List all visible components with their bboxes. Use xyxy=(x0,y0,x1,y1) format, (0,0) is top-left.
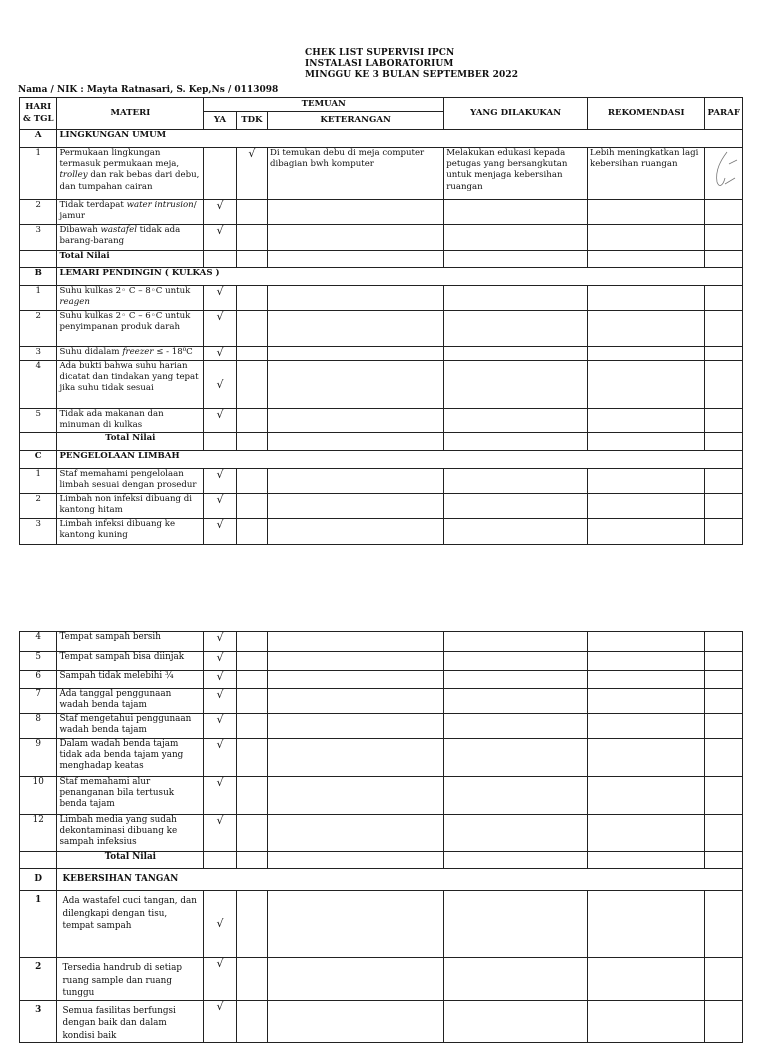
row-paraf xyxy=(705,148,743,200)
row-number: 5 xyxy=(20,409,57,433)
document-header xyxy=(305,48,518,81)
header-title: CHEK LIST SUPERVISI IPCN xyxy=(305,48,455,58)
row-materi: Semua fasilitas berfungsi dengan baik dan dalam kondisi baik xyxy=(57,1000,204,1043)
row-dilakukan: Melakukan edukasi kepada petugas yang bersangkutan untuk menjaga kebersihan ruangan xyxy=(444,148,588,200)
row-number: 2 xyxy=(20,200,57,225)
table-row xyxy=(20,311,743,347)
col-materi: MATERI xyxy=(57,98,204,130)
row-number: 3 xyxy=(20,225,57,251)
table-row xyxy=(20,225,743,251)
table-row xyxy=(20,494,743,519)
col-hari: HARI & TGL xyxy=(20,98,57,130)
row-materi: Limbah infeksi dibuang ke kantong kuning xyxy=(57,519,204,545)
row-materi: Ada bukti bahwa suhu harian dicatat dan tindakan yang tepat jika suhu tidak sesuai xyxy=(57,361,204,409)
row-number: 4 xyxy=(20,361,57,409)
col-tdk: TDK xyxy=(236,112,267,130)
table-row xyxy=(20,148,743,200)
row-number: 6 xyxy=(20,671,57,689)
row-materi: Limbah media yang sudah dekontaminasi dibuang ke sampah infeksius xyxy=(57,815,204,852)
section-code: B xyxy=(20,268,57,286)
check-ya: √ xyxy=(204,1000,236,1043)
row-materi: Suhu kulkas 2◦ C – 8◦C untuk reagen xyxy=(57,286,204,311)
table-row xyxy=(20,1000,743,1043)
inspector-name: Nama / NIK : Mayta Ratnasari, S. Kep,Ns / 0113098 xyxy=(18,85,279,95)
table-row xyxy=(20,286,743,311)
table-row xyxy=(20,652,743,671)
row-rekomendasi: Lebih meningkatkan lagi kebersihan ruangan xyxy=(588,148,705,200)
checklist-table-page1 xyxy=(19,97,743,545)
table-row xyxy=(20,714,743,739)
row-number: 1 xyxy=(20,469,57,494)
table-row xyxy=(20,347,743,361)
check-ya: √ xyxy=(204,671,236,689)
check-tdk: √ xyxy=(236,148,267,200)
table-row xyxy=(20,777,743,815)
table-row xyxy=(20,469,743,494)
header-unit: INSTALASI LABORATORIUM xyxy=(305,59,454,69)
check-ya: √ xyxy=(204,891,236,958)
check-ya: √ xyxy=(204,815,236,852)
check-ya xyxy=(204,148,236,200)
total-row xyxy=(20,433,743,451)
row-materi: Ada tanggal penggunaan wadah benda tajam xyxy=(57,689,204,714)
table-row xyxy=(20,815,743,852)
section-code: C xyxy=(20,451,57,469)
section-title: LEMARI PENDINGIN ( KULKAS ) xyxy=(57,268,743,286)
row-materi: Suhu didalam freezer ≤ - 18⁰C xyxy=(57,347,204,361)
row-materi: Tidak ada makanan dan minuman di kulkas xyxy=(57,409,204,433)
row-materi: Suhu kulkas 2◦ C – 6◦C untuk penyimpanan produk darah xyxy=(57,311,204,347)
row-materi: Staf memahami alur penanganan bila tertusuk benda tajam xyxy=(57,777,204,815)
check-ya: √ xyxy=(204,286,236,311)
row-number: 2 xyxy=(20,958,57,1001)
row-number: 8 xyxy=(20,714,57,739)
signature-mark xyxy=(707,148,741,194)
row-materi: Permukaan lingkungan termasuk permukaan meja, trolley dan rak bebas dari debu, dan tumpahan cairan xyxy=(57,148,204,200)
check-ya: √ xyxy=(204,714,236,739)
row-number: 2 xyxy=(20,311,57,347)
row-number: 4 xyxy=(20,632,57,652)
total-label: Total Nilai xyxy=(57,433,204,451)
header-period: MINGGU KE 3 BULAN SEPTEMBER 2022 xyxy=(305,70,519,80)
col-rekomendasi: REKOMENDASI xyxy=(588,98,705,130)
row-materi: Tempat sampah bersih xyxy=(57,632,204,652)
check-ya: √ xyxy=(204,225,236,251)
check-ya: √ xyxy=(204,409,236,433)
table-row xyxy=(20,739,743,777)
row-materi: Sampah tidak melebihi ¾ xyxy=(57,671,204,689)
check-ya: √ xyxy=(204,777,236,815)
row-number: 7 xyxy=(20,689,57,714)
check-ya: √ xyxy=(204,361,236,409)
check-ya: √ xyxy=(204,958,236,1001)
total-row xyxy=(20,852,743,869)
row-number: 5 xyxy=(20,652,57,671)
check-ya: √ xyxy=(204,739,236,777)
check-ya: √ xyxy=(204,494,236,519)
row-number: 2 xyxy=(20,494,57,519)
row-materi: Tersedia handrub di setiap ruang sample dan ruang tunggu xyxy=(57,958,204,1001)
table-row xyxy=(20,200,743,225)
table-row xyxy=(20,891,743,958)
section-row xyxy=(20,451,743,469)
row-materi: Dibawah wastafel tidak ada barang-barang xyxy=(57,225,204,251)
row-materi: Staf mengetahui penggunaan wadah benda tajam xyxy=(57,714,204,739)
row-materi: Tidak terdapat water intrusion/ jamur xyxy=(57,200,204,225)
row-number: 1 xyxy=(20,148,57,200)
check-ya: √ xyxy=(204,347,236,361)
row-number: 12 xyxy=(20,815,57,852)
check-ya: √ xyxy=(204,311,236,347)
section-row xyxy=(20,268,743,286)
col-keterangan: KETERANGAN xyxy=(268,112,444,130)
row-number: 3 xyxy=(20,519,57,545)
row-materi: Ada wastafel cuci tangan, dan dilengkapi dengan tisu, tempat sampah xyxy=(57,891,204,958)
check-ya: √ xyxy=(204,200,236,225)
check-ya: √ xyxy=(204,519,236,545)
table-row xyxy=(20,671,743,689)
row-number: 3 xyxy=(20,347,57,361)
col-ya: YA xyxy=(204,112,236,130)
checklist-table-page2 xyxy=(19,631,743,1043)
col-paraf: PARAF xyxy=(705,98,743,130)
table-row xyxy=(20,958,743,1001)
total-label: Total Nilai xyxy=(57,852,204,869)
table-row xyxy=(20,689,743,714)
section-title: PENGELOLAAN LIMBAH xyxy=(57,451,743,469)
check-ya: √ xyxy=(204,469,236,494)
row-materi: Limbah non infeksi dibuang di kantong hitam xyxy=(57,494,204,519)
row-keterangan: Di temukan debu di meja computer dibagian bwh komputer xyxy=(268,148,444,200)
row-materi: Staf memahami pengelolaan limbah sesuai dengan prosedur xyxy=(57,469,204,494)
col-temuan: TEMUAN xyxy=(204,98,444,112)
row-number: 10 xyxy=(20,777,57,815)
table-row xyxy=(20,409,743,433)
table-row xyxy=(20,361,743,409)
section-title: LINGKUNGAN UMUM xyxy=(57,130,743,148)
row-number: 1 xyxy=(20,286,57,311)
total-row xyxy=(20,251,743,268)
check-ya: √ xyxy=(204,652,236,671)
check-ya: √ xyxy=(204,632,236,652)
row-number: 3 xyxy=(20,1000,57,1043)
section-title: KEBERSIHAN TANGAN xyxy=(57,869,743,891)
row-materi: Dalam wadah benda tajam tidak ada benda tajam yang menghadap keatas xyxy=(57,739,204,777)
check-ya: √ xyxy=(204,689,236,714)
table-row xyxy=(20,519,743,545)
section-row xyxy=(20,869,743,891)
section-code: D xyxy=(20,869,57,891)
row-number: 9 xyxy=(20,739,57,777)
total-label: Total Nilai xyxy=(57,251,204,268)
section-row xyxy=(20,130,743,148)
row-number: 1 xyxy=(20,891,57,958)
row-materi: Tempat sampah bisa diinjak xyxy=(57,652,204,671)
table-row xyxy=(20,632,743,652)
section-code: A xyxy=(20,130,57,148)
col-dilakukan: YANG DILAKUKAN xyxy=(444,98,588,130)
